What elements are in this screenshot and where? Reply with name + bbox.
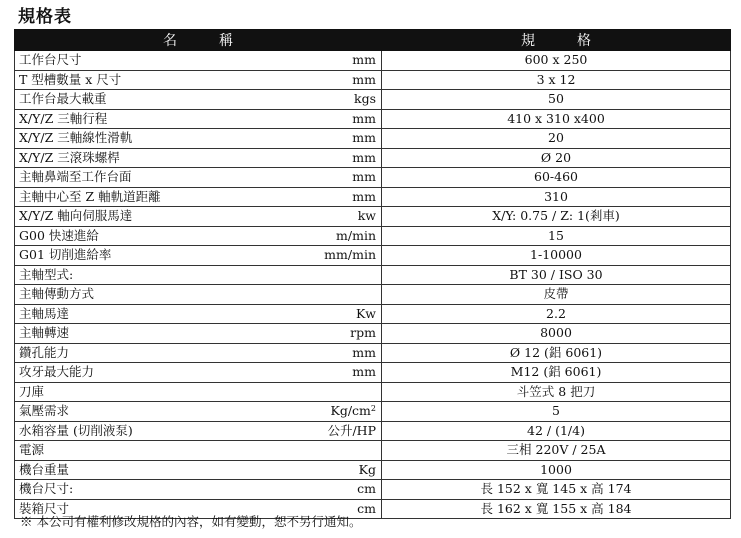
- spec-item-unit: [352, 51, 376, 69]
- spec-name-cell: [15, 460, 382, 480]
- spec-value-cell: 三相 220V / 25A: [382, 441, 731, 461]
- table-row: [15, 324, 731, 344]
- spec-item-unit: [357, 480, 376, 498]
- spec-item-unit-text: mm: [352, 110, 376, 126]
- table-row: [15, 265, 731, 285]
- table-row: [15, 168, 731, 188]
- spec-item-name: 工作台尺寸: [19, 52, 82, 67]
- spec-item-unit-text: 公升/HP: [327, 422, 376, 438]
- spec-item-name: X/Y/Z 軸向伺服馬達: [19, 208, 133, 223]
- spec-item-unit-text: Kw: [355, 305, 376, 321]
- spec-name-cell: [15, 246, 382, 266]
- spec-item-unit-text: mm: [352, 130, 376, 145]
- spec-item-unit-text: mm: [352, 364, 376, 379]
- spec-name-cell: [15, 70, 382, 90]
- spec-value-cell: 50: [382, 90, 731, 110]
- table-row: [15, 402, 731, 422]
- spec-value-cell: X/Y: 0.75 / Z: 1(剎車): [382, 207, 731, 227]
- table-header-row: [15, 30, 731, 51]
- spec-name-cell: [15, 343, 382, 363]
- spec-item-name: T 型槽數量 x 尺寸: [19, 71, 122, 87]
- spec-name-cell: [15, 480, 382, 500]
- table-row: [15, 343, 731, 363]
- spec-value-cell: 60-460: [382, 168, 731, 188]
- spec-name-cell: [15, 187, 382, 207]
- spec-item-unit: [352, 110, 376, 128]
- table-row: [15, 441, 731, 461]
- spec-name-cell: [15, 285, 382, 305]
- spec-item-unit-text: cm: [357, 500, 376, 516]
- spec-item-name: 氣壓需求: [19, 403, 70, 418]
- spec-name-cell: [15, 129, 382, 149]
- table-row: [15, 382, 731, 402]
- spec-item-name: 主軸傳動方式: [19, 286, 95, 301]
- spec-item-unit: [352, 344, 376, 362]
- spec-item-name: 主軸鼻端至工作台面: [19, 169, 132, 184]
- spec-item-unit-text: Kg/cm: [330, 403, 371, 418]
- spec-item-unit-superscript: 2: [370, 404, 376, 413]
- spec-name-cell: [15, 226, 382, 246]
- table-row: [15, 70, 731, 90]
- spec-item-name: 攻牙最大能力: [19, 364, 95, 379]
- spec-item-unit: [352, 129, 376, 147]
- spec-value-cell: 斗笠式 8 把刀: [382, 382, 731, 402]
- spec-value-cell: 410 x 310 x400: [382, 109, 731, 129]
- spec-item-unit-text: mm: [352, 71, 376, 87]
- spec-value-cell: 20: [382, 129, 731, 149]
- table-row: [15, 363, 731, 383]
- spec-name-cell: [15, 109, 382, 129]
- spec-item-unit-text: mm: [352, 149, 376, 165]
- table-row: [15, 226, 731, 246]
- spec-item-unit-text: mm/min: [324, 247, 376, 262]
- spec-value-cell: Ø 20: [382, 148, 731, 168]
- spec-name-cell: [15, 207, 382, 227]
- spec-name-cell: [15, 363, 382, 383]
- spec-name-cell: [15, 402, 382, 422]
- spec-item-unit-text: mm: [352, 52, 376, 67]
- spec-value-cell: M12 (鋁 6061): [382, 363, 731, 383]
- spec-name-cell: [15, 90, 382, 110]
- spec-name-cell: [15, 421, 382, 441]
- table-row: [15, 90, 731, 110]
- spec-item-name: 裝箱尺寸: [19, 500, 70, 516]
- spec-item-name: 鑽孔能力: [19, 344, 70, 360]
- table-row: [15, 480, 731, 500]
- spec-item-name: G00 快速進給: [19, 227, 99, 243]
- spec-item-unit-text: mm: [352, 169, 376, 184]
- spec-value-cell: 1000: [382, 460, 731, 480]
- spec-item-name: G01 切削進給率: [19, 247, 112, 262]
- spec-table-body: [15, 51, 731, 519]
- spec-item-unit: [336, 227, 376, 245]
- spec-name-cell: [15, 304, 382, 324]
- spec-item-unit-text: mm: [352, 188, 376, 204]
- spec-item-unit: [352, 168, 376, 186]
- spec-value-cell: 2.2: [382, 304, 731, 324]
- spec-name-cell: [15, 382, 382, 402]
- spec-item-name: 機台重量: [19, 461, 70, 477]
- spec-item-unit: [358, 207, 376, 225]
- spec-value-cell: Ø 12 (鋁 6061): [382, 343, 731, 363]
- table-row: [15, 109, 731, 129]
- spec-item-unit-text: Kg: [358, 461, 376, 477]
- spec-item-unit: [359, 461, 376, 479]
- spec-item-unit: [350, 324, 376, 342]
- header-name: 名 稱: [15, 30, 382, 51]
- page-title: 規格表: [18, 7, 72, 27]
- spec-item-name: 刀庫: [19, 383, 45, 399]
- spec-value-cell: 8000: [382, 324, 731, 344]
- spec-name-cell: [15, 441, 382, 461]
- spec-item-name: 主軸轉速: [19, 325, 70, 340]
- spec-value-cell: 皮帶: [382, 285, 731, 305]
- spec-item-unit: [352, 188, 376, 206]
- spec-name-cell: [15, 265, 382, 285]
- spec-item-unit-text: m/min: [336, 227, 376, 243]
- spec-item-name: 工作台最大載重: [19, 91, 107, 106]
- spec-value-cell: 1-10000: [382, 246, 731, 266]
- spec-item-unit-text: cm: [357, 481, 376, 496]
- table-row: [15, 285, 731, 305]
- spec-name-cell: [15, 51, 382, 71]
- spec-value-cell: 3 x 12: [382, 70, 731, 90]
- spec-item-name: 主軸中心至 Z 軸軌道距離: [19, 188, 161, 204]
- spec-item-name: 主軸馬達: [19, 305, 70, 321]
- spec-item-name: X/Y/Z 三滾珠螺桿: [19, 149, 120, 165]
- spec-value-cell: 600 x 250: [382, 51, 731, 71]
- table-row: [15, 51, 731, 71]
- spec-item-unit: [352, 363, 376, 381]
- spec-item-name: 電源: [19, 442, 45, 457]
- spec-value-cell: 長 162 x 寬 155 x 高 184: [382, 499, 731, 519]
- table-row: [15, 148, 731, 168]
- spec-value-cell: 310: [382, 187, 731, 207]
- spec-item-unit-text: mm: [352, 344, 376, 360]
- spec-item-unit: [352, 149, 376, 167]
- table-row: [15, 129, 731, 149]
- spec-item-unit: [324, 246, 376, 264]
- spec-item-unit: [327, 422, 376, 440]
- spec-item-name: 機台尺寸:: [19, 481, 74, 496]
- spec-value-cell: 5: [382, 402, 731, 422]
- spec-value-cell: 長 152 x 寬 145 x 高 174: [382, 480, 731, 500]
- spec-item-unit-text: rpm: [350, 325, 376, 340]
- spec-value-cell: BT 30 / ISO 30: [382, 265, 731, 285]
- header-value: 規 格: [382, 30, 731, 51]
- spec-item-unit: [354, 90, 376, 108]
- spec-name-cell: [15, 148, 382, 168]
- spec-item-name: 水箱容量 (切削液泵): [19, 422, 133, 438]
- spec-value-cell: 15: [382, 226, 731, 246]
- spec-item-name: 主軸型式:: [19, 266, 74, 282]
- table-row: [15, 460, 731, 480]
- spec-item-unit-text: kw: [357, 208, 376, 223]
- spec-name-cell: [15, 168, 382, 188]
- table-row: [15, 187, 731, 207]
- spec-item-unit: [356, 305, 376, 323]
- table-row: [15, 421, 731, 441]
- spec-item-unit: [352, 71, 376, 89]
- spec-name-cell: [15, 324, 382, 344]
- table-row: [15, 246, 731, 266]
- spec-table: [14, 29, 731, 519]
- table-row: [15, 207, 731, 227]
- spec-value-cell: 42 / (1/4): [382, 421, 731, 441]
- footnote: ※ 本公司有權利修改規格的內容，如有變動，恕不另行通知。: [20, 514, 362, 529]
- spec-item-name: X/Y/Z 三軸線性滑軌: [19, 130, 133, 145]
- spec-item-unit-text: kgs: [354, 91, 376, 106]
- spec-item-name: X/Y/Z 三軸行程: [19, 110, 108, 126]
- table-row: [15, 304, 731, 324]
- spec-item-unit: [331, 402, 377, 420]
